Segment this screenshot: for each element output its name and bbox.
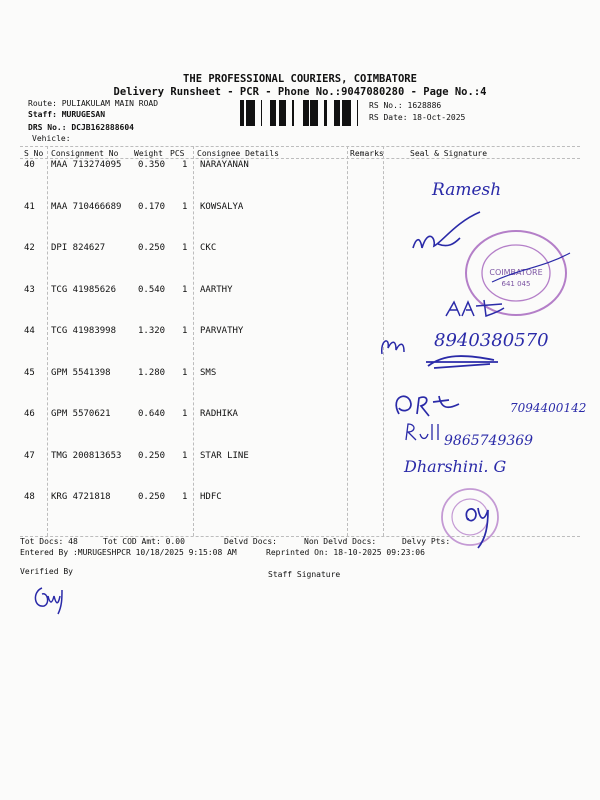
row-consignee: RADHIKA xyxy=(200,409,238,419)
row-weight: 0.250 xyxy=(138,492,166,502)
row-consignment: GPM 5570621 xyxy=(51,409,111,419)
barcode-bar xyxy=(306,100,309,126)
row-consignee: KOWSALYA xyxy=(200,202,244,212)
barcode-bar xyxy=(243,100,244,126)
col-consignee: Consignee Details xyxy=(197,149,279,158)
row-sno: 42 xyxy=(24,243,35,253)
col-weight: Weight xyxy=(134,149,163,158)
drs-text: DRS No.: DCJB162888604 xyxy=(28,123,134,132)
col-sep xyxy=(347,146,348,536)
stamp-pincode: 641 045 xyxy=(501,280,531,288)
signature-row-43 xyxy=(444,296,514,324)
col-sep xyxy=(193,146,194,536)
row-consignment: MAA 710466689 xyxy=(51,202,122,212)
row-pcs: 1 xyxy=(182,492,188,502)
row-weight: 0.640 xyxy=(138,409,166,419)
col-sep xyxy=(47,146,48,536)
signature-row-48 xyxy=(460,500,500,554)
barcode-bar xyxy=(334,100,336,126)
barcode-bar xyxy=(274,100,276,126)
row-consignee: AARTHY xyxy=(200,285,233,295)
row-sno: 47 xyxy=(24,451,35,461)
row-weight: 0.250 xyxy=(138,451,166,461)
row-weight: 0.350 xyxy=(138,160,166,170)
barcode-bar xyxy=(252,100,255,126)
phone-row-46 xyxy=(510,396,600,422)
barcode-bar xyxy=(357,100,358,126)
staff-signature-label: Staff Signature xyxy=(268,570,341,579)
barcode-bar xyxy=(292,100,294,126)
name-dharshini: Dharshini. G xyxy=(404,457,507,476)
row-sno: 48 xyxy=(24,492,35,502)
barcode-bar xyxy=(246,100,249,126)
phone-number-46b: 9865749369 xyxy=(444,433,534,449)
row-consignment: MAA 713274095 xyxy=(51,160,122,170)
signature-row-47 xyxy=(404,452,534,486)
company-title: THE PROFESSIONAL COURIERS, COIMBATORE xyxy=(183,73,417,85)
col-consignment: Consignment No xyxy=(51,149,119,158)
row-consignee: HDFC xyxy=(200,492,222,502)
barcode-bar xyxy=(348,100,351,126)
barcode-bar xyxy=(240,100,243,126)
barcode xyxy=(240,100,364,126)
row-consignee: CKC xyxy=(200,243,217,253)
row-pcs: 1 xyxy=(182,202,188,212)
rs-no-text: RS No.: 1628886 xyxy=(369,101,442,110)
entered-by: Entered By :MURUGESHPCR 10/18/2025 9:15:08 AM xyxy=(20,548,237,557)
row-weight: 0.170 xyxy=(138,202,166,212)
row-pcs: 1 xyxy=(182,285,188,295)
row-consignment: GPM 5541398 xyxy=(51,368,111,378)
reprinted-on: Reprinted On: 18-10-2025 09:23:06 xyxy=(266,548,425,557)
rs-date-text: RS Date: 18-Oct-2025 xyxy=(369,113,466,122)
delvd-docs: Delvd Docs: xyxy=(224,537,277,546)
barcode-bar xyxy=(315,100,316,126)
barcode-bar xyxy=(249,100,250,126)
row-sno: 43 xyxy=(24,285,35,295)
barcode-bar xyxy=(285,100,286,126)
table-header-rule xyxy=(20,158,580,159)
row-consignee: SMS xyxy=(200,368,217,378)
col-sno: S No xyxy=(24,149,44,158)
barcode-bar xyxy=(312,100,315,126)
signature-row-40 xyxy=(432,175,532,209)
row-weight: 1.280 xyxy=(138,368,166,378)
barcode-bar xyxy=(250,100,252,126)
vehicle-text: Vehicle: xyxy=(32,134,71,143)
barcode-bar xyxy=(342,100,345,126)
row-consignment: KRG 4721818 xyxy=(51,492,111,502)
barcode-bar xyxy=(261,100,262,126)
phone-number-44: 8940380570 xyxy=(434,330,549,351)
row-sno: 45 xyxy=(24,368,35,378)
barcode-bar xyxy=(273,100,274,126)
row-sno: 40 xyxy=(24,160,35,170)
row-weight: 0.250 xyxy=(138,243,166,253)
verified-by-label: Verified By xyxy=(20,567,73,576)
barcode-bar xyxy=(282,100,285,126)
barcode-bar xyxy=(279,100,280,126)
table-top-rule xyxy=(20,146,580,147)
signature-row-45 xyxy=(424,352,504,376)
col-seal: Seal & Signature xyxy=(410,149,488,158)
delvy-pts: Delvy Pts: xyxy=(402,537,451,546)
row-sno: 41 xyxy=(24,202,35,212)
stamp-city: COIMBATORE xyxy=(489,268,543,277)
row-sno: 44 xyxy=(24,326,35,336)
barcode-bar xyxy=(346,100,348,126)
row-consignee: PARVATHY xyxy=(200,326,244,336)
row-weight: 0.540 xyxy=(138,285,166,295)
barcode-bar xyxy=(339,100,340,126)
row-sno: 46 xyxy=(24,409,35,419)
row-weight: 1.320 xyxy=(138,326,166,336)
row-pcs: 1 xyxy=(182,160,188,170)
row-consignment: TCG 41983998 xyxy=(51,326,117,336)
runsheet-title: Delivery Runsheet - PCR - Phone No.:9047080280 - Page No.:4 xyxy=(113,86,487,98)
signature-ramesh: Ramesh xyxy=(432,180,502,200)
barcode-bar xyxy=(345,100,346,126)
staff-text: Staff: MURUGESAN xyxy=(28,110,106,119)
non-delvd-docs: Non Delvd Docs: xyxy=(304,537,377,546)
tot-cod: Tot COD Amt: 0.00 xyxy=(103,537,185,546)
row-pcs: 1 xyxy=(182,368,188,378)
barcode-bar xyxy=(303,100,304,126)
row-consignment: DPI 824627 xyxy=(51,243,106,253)
row-pcs: 1 xyxy=(182,243,188,253)
verified-signature xyxy=(32,582,72,620)
row-pcs: 1 xyxy=(182,409,188,419)
signature-row-44 xyxy=(378,330,408,362)
barcode-bar xyxy=(270,100,273,126)
barcode-bar xyxy=(280,100,282,126)
col-pcs: PCS xyxy=(170,149,185,158)
route-text: Route: PULIAKULAM MAIN ROAD xyxy=(28,99,159,108)
col-remarks: Remarks xyxy=(350,149,384,158)
signature-row-41 xyxy=(408,208,488,262)
tot-docs: Tot Docs: 48 xyxy=(20,537,78,546)
barcode-bar xyxy=(310,100,312,126)
barcode-bar xyxy=(316,100,318,126)
barcode-bar xyxy=(304,100,306,126)
row-consignee: STAR LINE xyxy=(200,451,249,461)
barcode-bar xyxy=(336,100,339,126)
barcode-bar xyxy=(324,100,327,126)
signature-row-46b xyxy=(402,420,442,448)
row-consignment: TMG 200813653 xyxy=(51,451,122,461)
row-pcs: 1 xyxy=(182,326,188,336)
row-pcs: 1 xyxy=(182,451,188,461)
row-consignee: NARAYANAN xyxy=(200,160,249,170)
row-consignment: TCG 41985626 xyxy=(51,285,117,295)
phone-number-46: 7094400142 xyxy=(510,401,587,415)
